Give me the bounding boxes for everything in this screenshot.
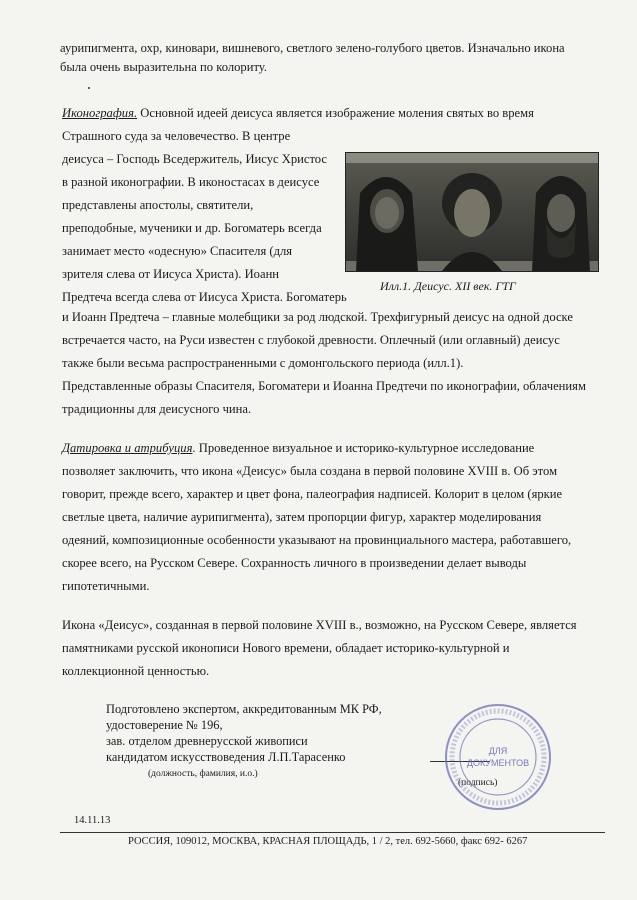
dating-heading: Датировка и атрибуция [62,441,193,455]
deesis-icon-image [345,152,599,272]
text-line: позволяет заключить, что икона «Деисус» была создана в первой половине XVIII в. Об этом [62,464,558,478]
text-line: деисуса – Господь Вседержитель, Иисус Христос [62,152,328,166]
text-line: Представленные образы Спасителя, Богоматери и Иоанна Предтечи по иконографии, облачениям [62,379,586,393]
signature-line: кандидатом искусствоведения Л.П.Тарасенко [106,750,346,764]
text-line: была очень выразительна по колориту. [60,60,267,74]
text-line: . Проведенное визуальное и историко-культурное исследование [192,441,535,455]
official-stamp [443,702,553,812]
text-line: и Иоанн Предтеча – главные молебщики за род людской. Трехфигурный деисус на одной доске [62,310,573,324]
text-line: коллекционной ценностью. [62,664,210,678]
stray-dot [88,87,90,89]
text-line: говорит, прежде всего, характер и цвет фона, палеография надписей. Колорит в целом (яркие [62,487,563,501]
deesis-icon-drawing [346,153,598,271]
dating-first-line [62,440,534,456]
text-line: традиционны для деисусного чина. [62,402,252,416]
text-line: в разной иконографии. В иконостасах в деисусе [62,175,320,189]
text-line: зрителя слева от Иисуса Христа). Иоанн [62,267,280,281]
stamp-text-bottom: ДОКУМЕНТОВ [466,758,530,768]
footer-address: РОССИЯ, 109012, МОСКВА, КРАСНАЯ ПЛОЩАДЬ, 1 / 2, тел. 692-5660, факс 692- 6267 [128,836,528,847]
text-line: скорее всего, на Русском Севере. Сохранность личного в произведении делает выводы [62,556,527,570]
text-line: занимает место «одесную» Спасителя (для [62,244,293,258]
text-line: аурипигмента, охр, киновари, вишневого, светлого зелено-голубого цветов. Изначально икона [60,41,565,55]
text-line: Предтеча всегда слева от Иисуса Христа. Богоматерь [62,290,347,304]
signature-caption: (подпись) [458,778,498,788]
document-date: 14.11.13 [74,815,111,826]
text-line: представлены апостолы, святители, [62,198,254,212]
stamp-text-top: ДЛЯ [488,746,508,756]
text-line: Страшного суда за человечество. В центре [62,129,291,143]
text-line: также были весьма распространенными с домонгольского периода (илл.1). [62,356,464,370]
text-line: одеяний, композиционные особенности указывают на провинциального мастера, работавшего, [62,533,572,547]
iconography-first-line [62,105,534,121]
text-line: Икона «Деисус», созданная в первой половине XVIII в., возможно, на Русском Севере, является [62,618,577,632]
signature-note: (должность, фамилия, и.о.) [148,769,258,779]
footer-divider [60,832,605,833]
text-line: Основной идеей деисуса является изображение моления святых во время [137,106,534,120]
iconography-heading: Иконография. [62,106,138,120]
signature-line: Подготовлено экспертом, аккредитованным МК РФ, [106,702,382,716]
text-line: светлые цвета, наличие аурипигмента), затем пропорции фигур, характер моделирования [62,510,542,524]
text-line: встречается часто, на Руси известен с глубокой древности. Оплечный (или оглавный) деисус [62,333,560,347]
text-line: памятниками русской иконописи Нового времени, обладает историко-культурной и [62,641,510,655]
figure-caption: Илл.1. Деисус. XII век. ГТГ [380,279,516,293]
signature-line: удостоверение № 196, [106,718,223,732]
signature-line: зав. отделом древнерусской живописи [106,734,308,748]
text-line: гипотетичными. [62,579,150,593]
text-line: преподобные, мученики и др. Богоматерь всегда [62,221,322,235]
